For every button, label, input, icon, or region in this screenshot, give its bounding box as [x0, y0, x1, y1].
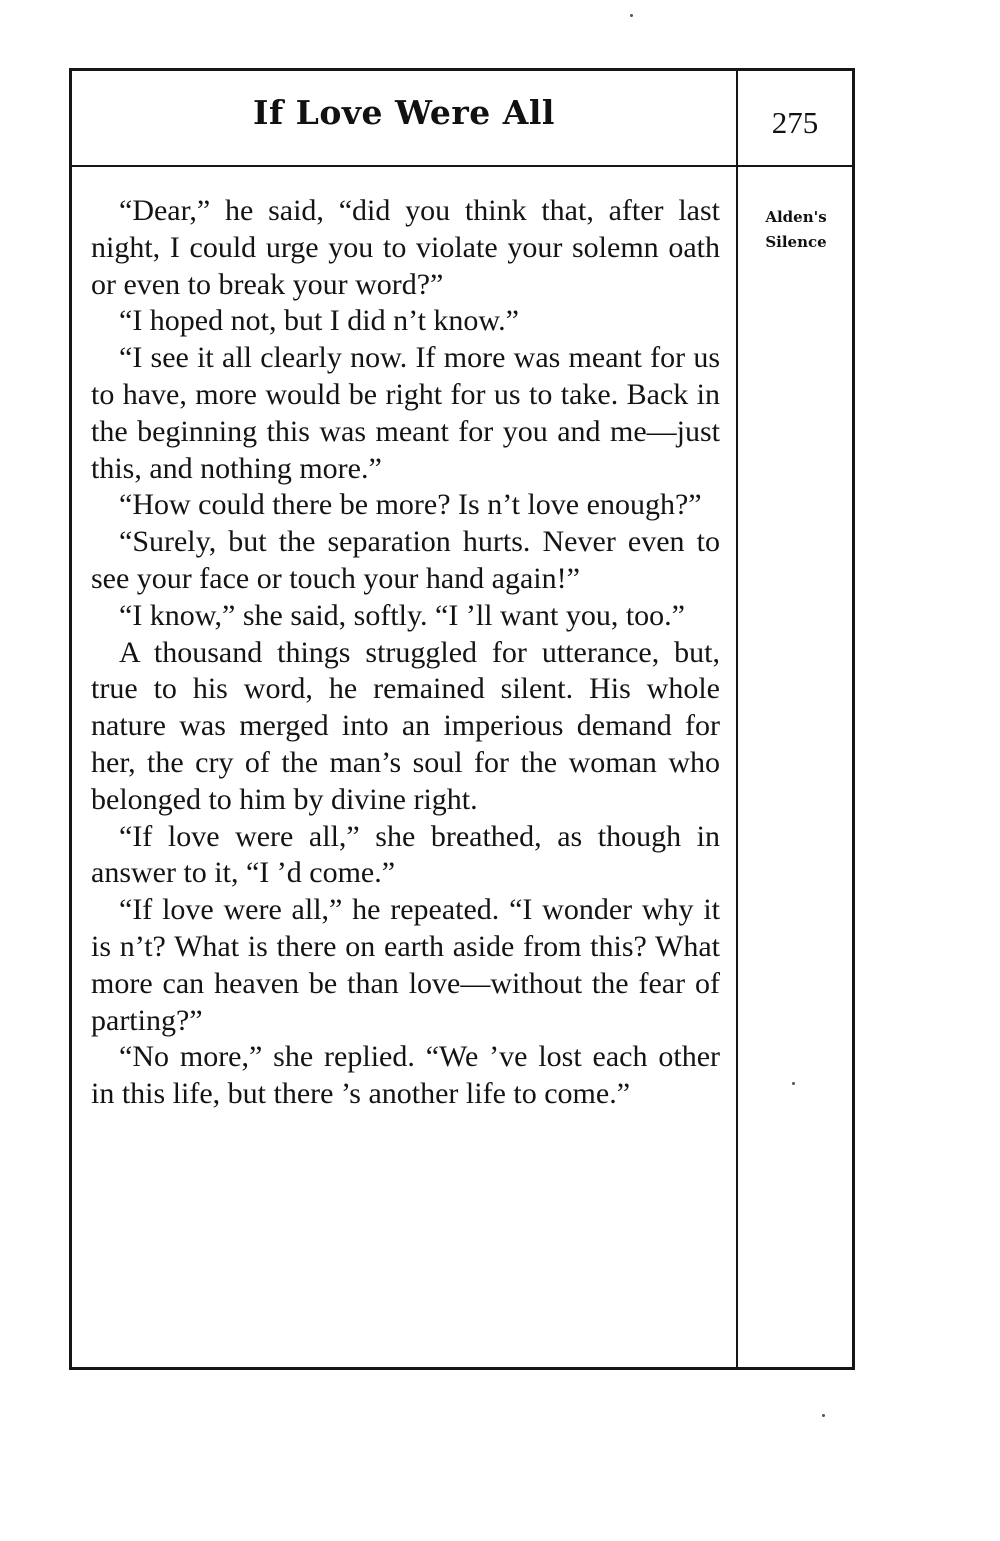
margin-note	[740, 205, 852, 255]
paragraph: “I see it all clearly now. If more was meant for us to have, more would be right for us to take. Back in the beginning this was meant for you and me—just this, and nothing more.”	[91, 341, 720, 485]
margin-note-line: Alden's	[765, 208, 827, 226]
header-rule	[72, 165, 852, 167]
body-text	[91, 193, 720, 1113]
paragraph: “No more,” she replied. “We ’ve lost each other in this life, but there ’s another life to come.”	[91, 1040, 720, 1111]
page-frame	[69, 68, 855, 1370]
paragraph: A thousand things struggled for utterance, but, true to his word, he remained silent. His whole nature was merged into an imperious demand for her, the cry of the man’s soul for the woman who belonged to him by divine right.	[91, 635, 720, 816]
running-title: If Love Were All	[253, 93, 555, 132]
paragraph: “How could there be more? Is n’t love enough?”	[119, 488, 702, 522]
paragraph: “If love were all,” she breathed, as though in answer to it, “I ’d come.”	[91, 819, 720, 890]
paragraph: “I know,” she said, softly. “I ’ll want you, too.”	[119, 598, 685, 632]
paragraph: “Surely, but the separation hurts. Never even to see your face or touch your hand again!”	[91, 525, 720, 595]
print-speck	[792, 1082, 795, 1085]
paragraph: “I hoped not, but I did n’t know.”	[119, 304, 519, 338]
margin-note-line: Silence	[765, 233, 827, 251]
paragraph: “Dear,” he said, “did you think that, after last night, I could urge you to violate your solemn oath or even to break your word?”	[91, 194, 720, 301]
page-number: 275	[771, 105, 819, 140]
paragraph: “If love were all,” he repeated. “I wonder why it is n’t? What is there on earth aside from this? What more can heaven be than love—without the fear of parting?”	[91, 893, 720, 1037]
margin-column-rule	[736, 71, 738, 1367]
print-speck	[822, 1414, 825, 1417]
print-speck	[630, 14, 633, 17]
